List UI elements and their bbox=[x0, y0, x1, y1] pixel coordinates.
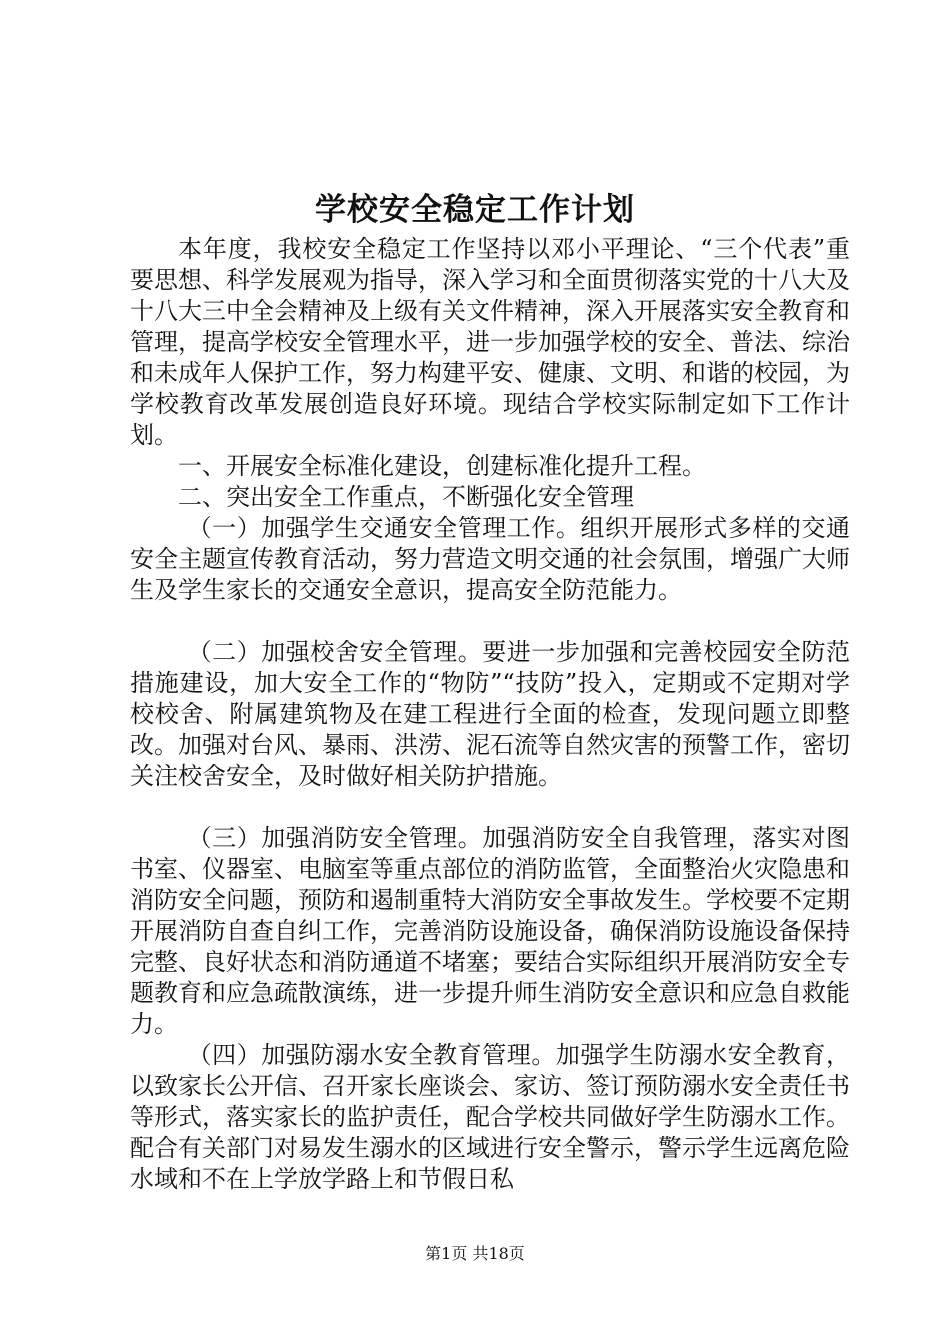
paragraph-item-2: （二）加强校舍安全管理。要进一步加强和完善校园安全防范措施建设，加大安全工作的“物防”“技防”投入，定期或不定期对学校校舍、附属建筑物及在建工程进行全面的检查，发现问题立即整改。加强对台风、暴雨、洪涝、泥石流等自然灾害的预警工作，密切关注校舍安全，及时做好相关防护措施。 bbox=[130, 638, 850, 790]
document-title: 学校安全稳定工作计划 bbox=[315, 192, 635, 228]
page-footer: 第1页 共18页 bbox=[425, 1244, 525, 1263]
paragraph-spacer bbox=[130, 792, 850, 823]
paragraph-intro: 本年度，我校安全稳定工作坚持以邓小平理论、“三个代表”重要思想、科学发展观为指导，深入学习和全面贯彻落实党的十八大及十八大三中全会精神及上级有关文件精神，深入开展落实安全教育和管理，提高学校安全管理水平，进一步加强学校的安全、普法、综治和未成年人保护工作，努力构建平安、健康、文明、和谐的校园，为学校教育改革发展创造良好环境。现结合学校实际制定如下工作计划。 bbox=[130, 235, 850, 449]
document-body bbox=[130, 234, 850, 1195]
paragraph-spacer bbox=[130, 606, 850, 637]
paragraph-section-1: 一、开展安全标准化建设，创建标准化提升工程。 bbox=[178, 452, 706, 480]
paragraph-section-2: 二、突出安全工作重点，不断强化安全管理 bbox=[178, 483, 634, 511]
paragraph-item-4: （四）加强防溺水安全教育管理。加强学生防溺水安全教育，以致家长公开信、召开家长座谈会、家访、签订预防溺水安全责任书等形式，落实家长的监护责任，配合学校共同做好学生防溺水工作。配合有关部门对易发生溺水的区域进行安全警示，警示学生远离危险水域和不在上学放学路上和节假日私 bbox=[130, 1041, 850, 1193]
paragraph-item-1: （一）加强学生交通安全管理工作。组织开展形式多样的交通安全主题宣传教育活动，努力营造文明交通的社会氛围，增强广大师生及学生家长的交通安全意识，提高安全防范能力。 bbox=[130, 514, 850, 604]
paragraph-item-3: （三）加强消防安全管理。加强消防安全自我管理，落实对图书室、仪器室、电脑室等重点部位的消防监管，全面整治火灾隐患和消防安全问题，预防和遏制重特大消防安全事故发生。学校要不定期开展消防自查自纠工作，完善消防设施设备，确保消防设施设备保持完整、良好状态和消防通道不堵塞；要结合实际组织开展消防安全专题教育和应急疏散演练，进一步提升师生消防安全意识和应急自救能力。 bbox=[130, 824, 850, 1038]
